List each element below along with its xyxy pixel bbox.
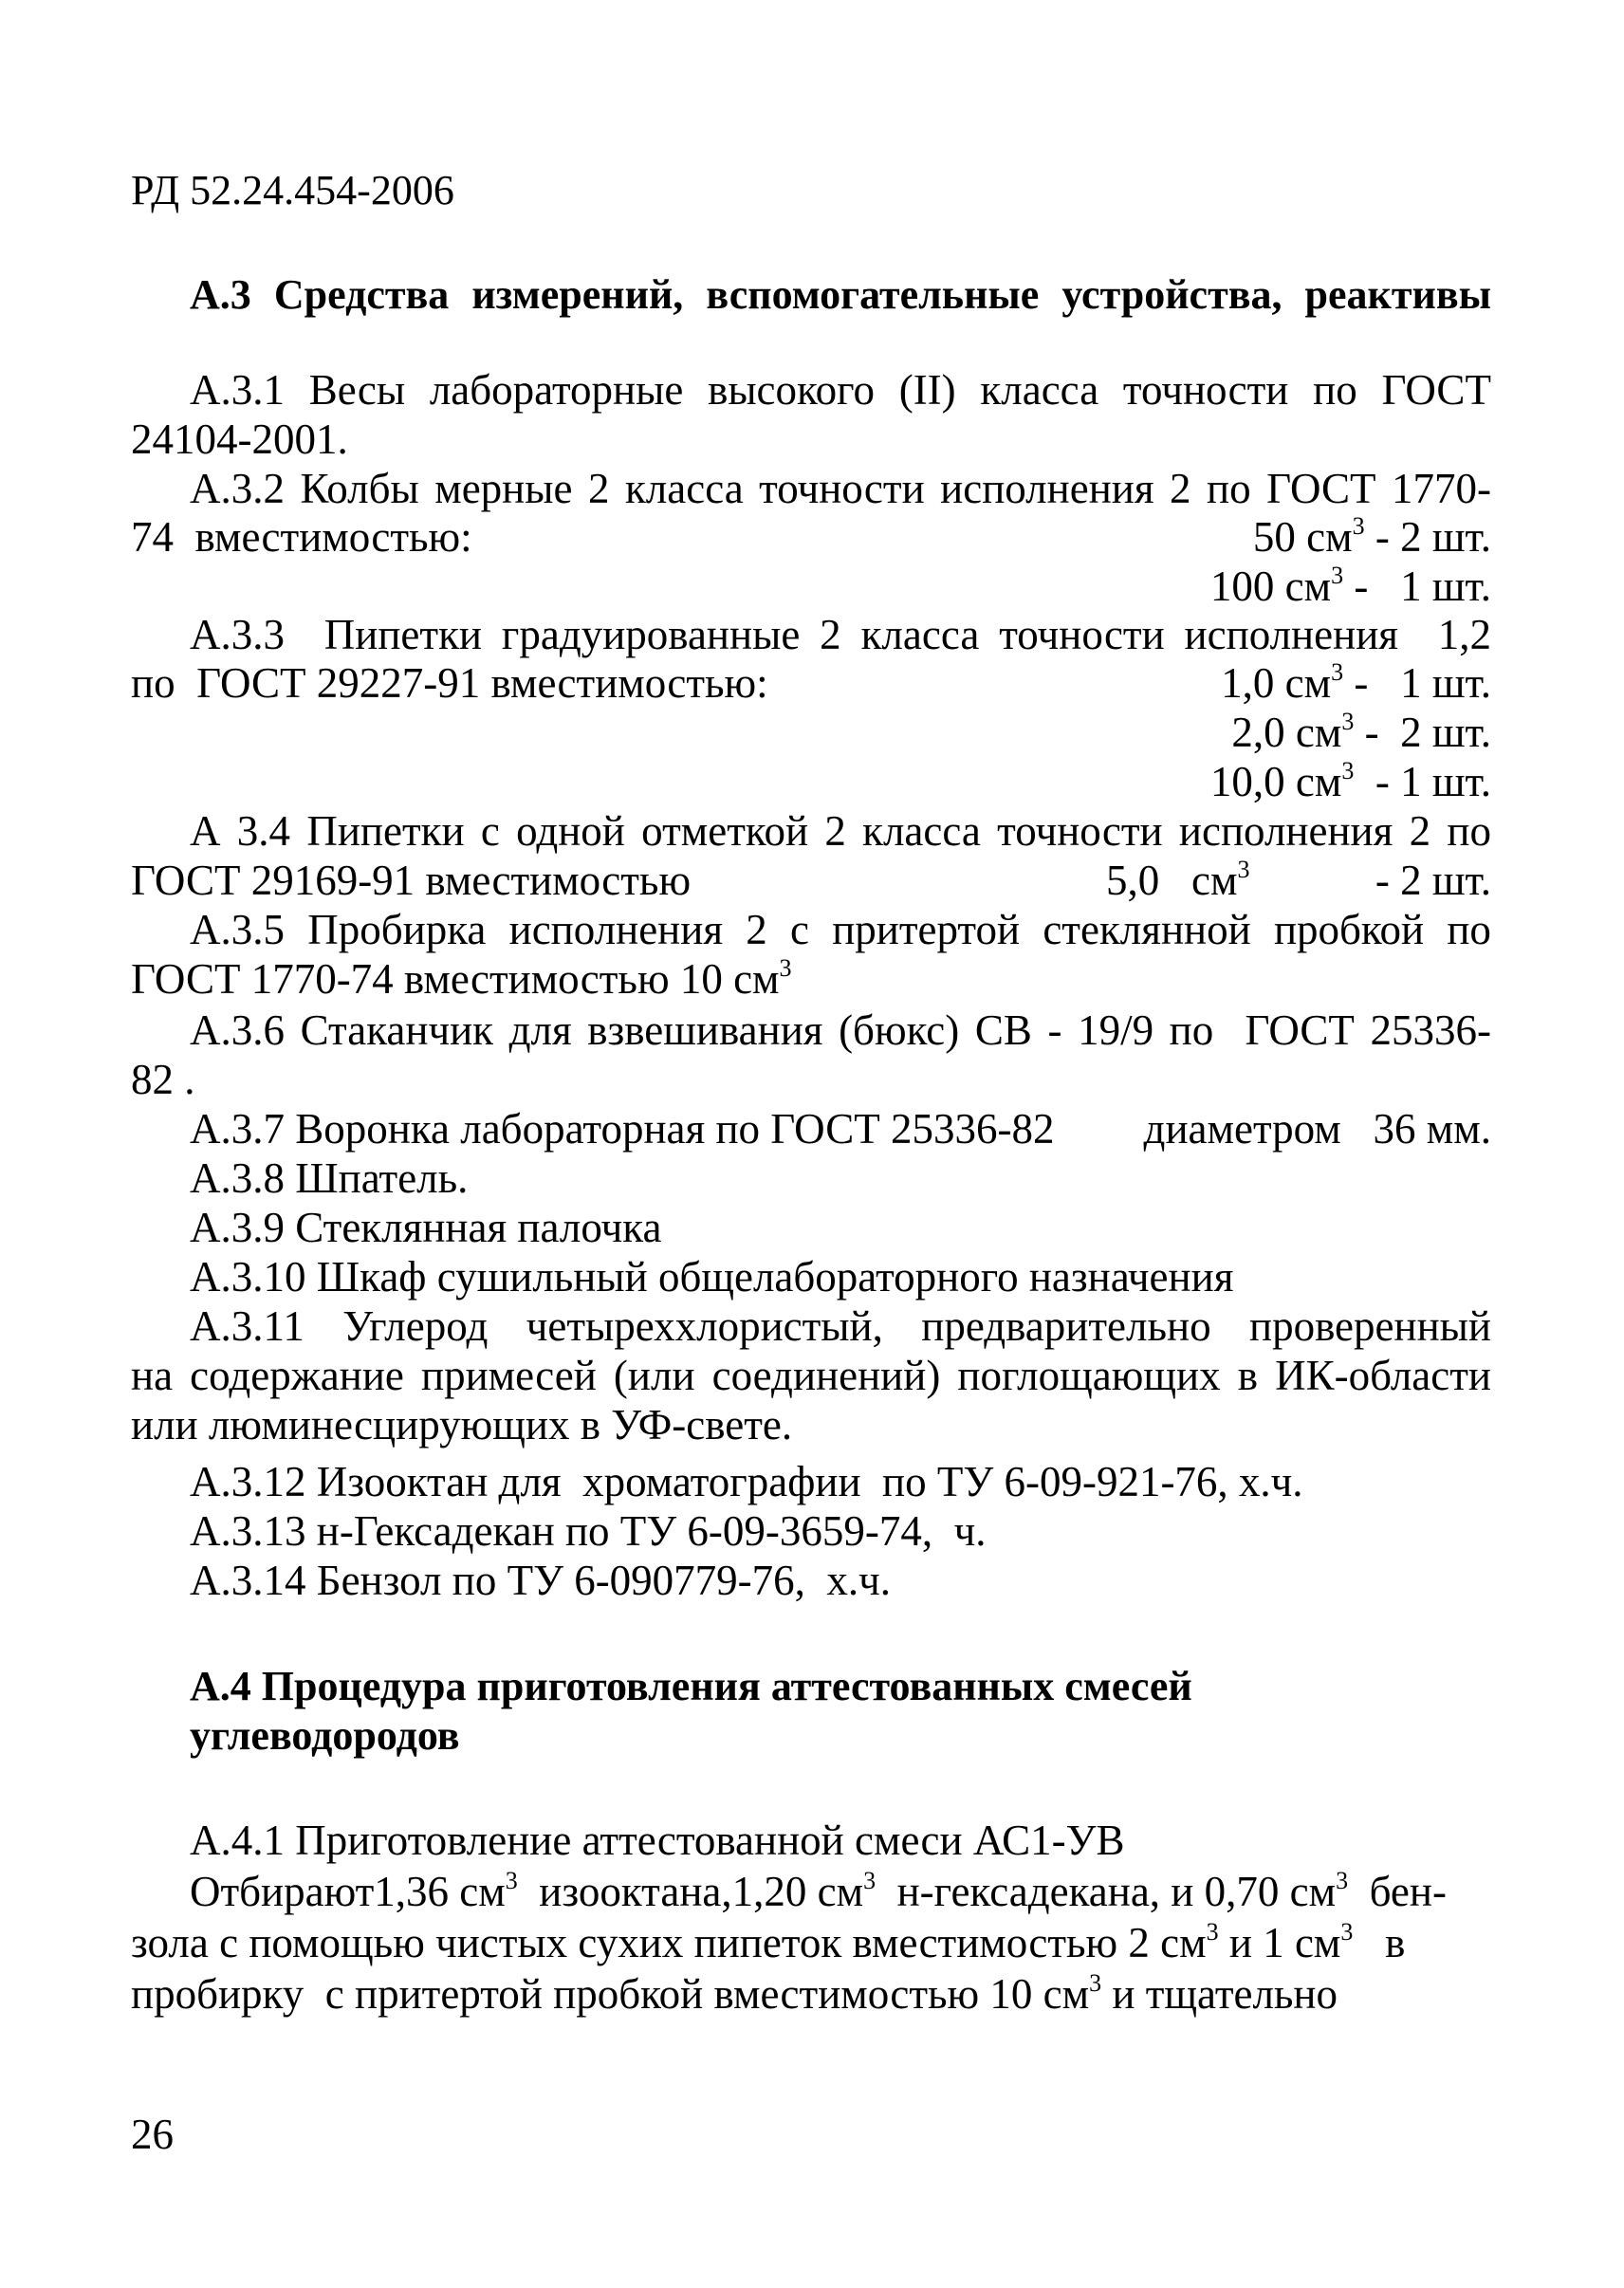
clause-a3-1-line1: [0, 363, 1624, 416]
section-a4-heading-line1: А.4 Процедура приготовления аттестованных смесей: [190, 1663, 1192, 1709]
clause-a3-10: А.3.10 Шкаф сушильный общелабораторного назначения: [190, 1253, 1234, 1301]
clause-a3-12: А.3.12 Изооктан для хроматографии по ТУ 6-09-921-76, х.ч.: [190, 1458, 1303, 1505]
clause-a3-2-line2: 74 вместимостью: 50 $см^3 - 2$ шт.: [0, 510, 1624, 563]
clause-a3-5-line1: [0, 903, 1624, 956]
clause-a4-1-para-line1: Отбирают1,36 $см^3$ изооктана,1,20 $см^3$ н-гексадекана, и 0,70 $см^3$ бен-: [190, 1867, 1447, 1915]
volume-item: 10,0 $см^3 - 1$ шт.: [1209, 757, 1491, 805]
volume-item: 5,0 $см^3$: [1106, 856, 1250, 904]
clause-a3-7: А.3.7 Воронка лабораторная по ГОСТ 25336-82 диаметром 36 мм.: [190, 1105, 1491, 1153]
clause-a3-11-words: А.3.11 Углерод четыреххлористый, предварительно проверенный: [190, 1302, 1491, 1350]
clause-a3-2-item2: [0, 560, 1624, 613]
clause-a3-6-line1: А.3.6 Стаканчик для взвешивания (бюкс) СВ - 19/9 по ГОСТ 25336-: [190, 1006, 1491, 1054]
document-code: РД 52.24.454-2006: [131, 167, 454, 213]
clause-a3-5-line2: ГОСТ 1770-74 вместимостью 10 $см^3$: [131, 954, 792, 1003]
clause-a3-8: А.3.8 Шпатель.: [190, 1154, 469, 1202]
clause-a3-6-line2: 82 .: [131, 1056, 195, 1103]
clause-a3-3-item2: [0, 706, 1624, 759]
section-a4-heading-line2: углеводородов: [190, 1712, 460, 1759]
page-number: 26: [131, 2111, 174, 2158]
clause-a3-3-line1: А.3.3 Пипетки градуированные 2 класса точности исполнения 1,2: [190, 611, 1491, 658]
clause-a3-14: А.3.14 Бензол по ТУ 6-090779-76, х.ч.: [190, 1557, 892, 1604]
volume-item: 50 $см^3 - 2$ шт.: [1252, 512, 1491, 561]
volume-item: 100 $см^3 - 1$ шт.: [1209, 562, 1491, 610]
clause-a3-11-line3: или люминесцирующих в УФ-свете.: [131, 1401, 793, 1448]
clause-a3-11-line2: на содержание примесей (или соединений) поглощающих в ИК-области: [131, 1352, 1491, 1399]
volume-item: 2,0 $см^3 - 2$ шт.: [1231, 708, 1491, 756]
clause-a3-5-words: А.3.5 Пробирка исполнения 2 с притертой стеклянной пробкой по: [190, 906, 1491, 953]
clause-a3-2-line1: А.3.2 Колбы мерные 2 класса точности исполнения 2 по ГОСТ 1770-: [190, 465, 1491, 512]
clause-a3-1-line2: 24104-2001.: [131, 415, 348, 463]
clause-a4-1-para-line2: зола с помощью чистых сухих пипеток вместимостью 2 $см^3$ и 1 $см^3$ в: [131, 1918, 1406, 1966]
clause-a3-4-line1: А 3.4 Пипетки с одной отметкой 2 класса точности исполнения 2 по: [190, 807, 1491, 855]
clause-a3-1-words: А.3.1 Весы лабораторные высокого (II) класса точности по ГОСТ: [190, 366, 1491, 414]
volume-item: 1,0 $см^3 - 1$ шт.: [1221, 658, 1491, 707]
clause-a3-9: А.3.9 Стеклянная палочка: [190, 1204, 662, 1251]
clause-a3-3-item3: [0, 755, 1624, 808]
clause-a3-4-line2: ГОСТ 29169-91 вместимостью 5,0 $см^3$ - 2 шт.: [0, 854, 1624, 907]
clause-a4-1-para-line3: пробирку с притертой пробкой вместимостью 10 $см^3$ и тщательно: [131, 1969, 1338, 2018]
clause-a3-11-line1: [0, 1300, 1624, 1353]
clause-a3-13: А.3.13 н-Гексадекан по ТУ 6-09-3659-74, ч.: [190, 1507, 987, 1555]
section-a3-heading: А.3 Средства измерений, вспомогательные устройства, реактивы: [190, 271, 1491, 318]
clause-a3-3-line2: по ГОСТ 29227-91 вместимостью: 1,0 $см^3 - 1$ шт.: [0, 656, 1624, 710]
clause-a4-1-heading: А.4.1 Приготовление аттестованной смеси АС1-УВ: [190, 1817, 1125, 1864]
